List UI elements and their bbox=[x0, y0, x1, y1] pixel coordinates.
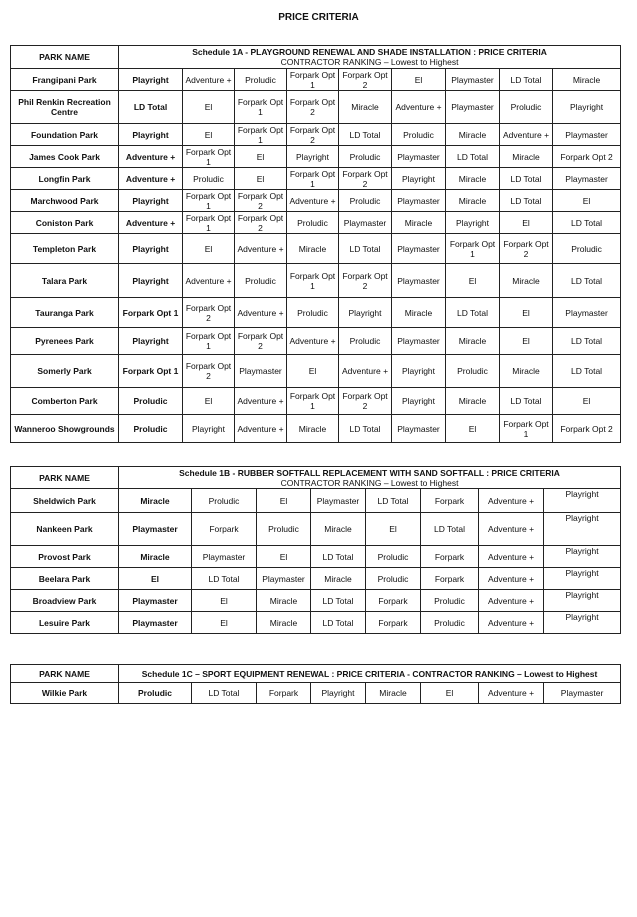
table-row bbox=[11, 355, 621, 388]
rank-cell: Adventure + bbox=[479, 513, 544, 546]
rank-cell: Forpark Opt 2 bbox=[339, 264, 392, 298]
rank-cell: LD Total bbox=[311, 612, 366, 634]
rank-cell: Playright bbox=[392, 355, 446, 388]
rank-cell: Playright bbox=[119, 264, 183, 298]
rank-cell: El bbox=[366, 513, 421, 546]
rank-cell: Proludic bbox=[553, 234, 621, 264]
rank-cell: LD Total bbox=[119, 91, 183, 124]
rank-cell: Forpark Opt 1 bbox=[235, 124, 287, 146]
rank-cell: El bbox=[192, 590, 257, 612]
rank-cell: Playmaster bbox=[119, 590, 192, 612]
schedule-subtitle: CONTRACTOR RANKING – Lowest to Highest bbox=[280, 477, 459, 488]
schedule-heading bbox=[119, 467, 621, 489]
rank-cell: LD Total bbox=[500, 69, 553, 91]
rank-cell: Playright bbox=[544, 568, 621, 590]
table-row bbox=[11, 489, 621, 513]
park-name-cell: Templeton Park bbox=[11, 234, 119, 264]
rank-cell: El bbox=[446, 264, 500, 298]
rank-cell: Miracle bbox=[553, 69, 621, 91]
park-name-cell: Talara Park bbox=[11, 264, 119, 298]
rank-cell: Playmaster bbox=[311, 489, 366, 513]
rank-cell: LD Total bbox=[421, 513, 479, 546]
rank-cell: Forpark Opt 2 bbox=[339, 168, 392, 190]
rank-cell: Forpark bbox=[421, 489, 479, 513]
rank-cell: El bbox=[446, 415, 500, 443]
park-name-cell: Wilkie Park bbox=[11, 683, 119, 704]
table-row bbox=[11, 298, 621, 328]
rank-cell: Playmaster bbox=[553, 124, 621, 146]
table-row bbox=[11, 69, 621, 91]
table-row bbox=[11, 146, 621, 168]
park-name-cell: Pyrenees Park bbox=[11, 328, 119, 355]
rank-cell: Forpark Opt 1 bbox=[235, 91, 287, 124]
park-name-cell: Somerly Park bbox=[11, 355, 119, 388]
schedule-body bbox=[11, 683, 621, 704]
rank-cell: Adventure + bbox=[479, 683, 544, 704]
park-name-cell: Beelara Park bbox=[11, 568, 119, 590]
rank-cell: Playright bbox=[119, 234, 183, 264]
rank-cell: El bbox=[257, 546, 311, 568]
rank-cell: El bbox=[392, 69, 446, 91]
schedule-1b-table bbox=[10, 466, 621, 634]
rank-cell: El bbox=[553, 388, 621, 415]
table-row bbox=[11, 683, 621, 704]
rank-cell: LD Total bbox=[339, 124, 392, 146]
page-title: PRICE CRITERIA bbox=[278, 12, 359, 23]
rank-cell: Forpark Opt 2 bbox=[235, 190, 287, 212]
rank-cell: Proludic bbox=[257, 513, 311, 546]
rank-cell: Proludic bbox=[119, 415, 183, 443]
rank-cell: Forpark bbox=[366, 612, 421, 634]
rank-cell: El bbox=[500, 328, 553, 355]
rank-cell: Forpark Opt 1 bbox=[183, 146, 235, 168]
rank-cell: Forpark Opt 2 bbox=[235, 328, 287, 355]
rank-cell: Miracle bbox=[287, 415, 339, 443]
rank-cell: Forpark Opt 1 bbox=[287, 264, 339, 298]
rank-cell: Forpark Opt 1 bbox=[119, 298, 183, 328]
rank-cell: Miracle bbox=[446, 388, 500, 415]
rank-cell: Adventure + bbox=[119, 146, 183, 168]
rank-cell: Miracle bbox=[311, 568, 366, 590]
rank-cell: Miracle bbox=[339, 91, 392, 124]
park-name-cell: Nankeen Park bbox=[11, 513, 119, 546]
rank-cell: Forpark Opt 1 bbox=[287, 69, 339, 91]
rank-cell: Adventure + bbox=[119, 212, 183, 234]
table-row bbox=[11, 212, 621, 234]
rank-cell: Proludic bbox=[446, 355, 500, 388]
rank-cell: LD Total bbox=[311, 546, 366, 568]
rank-cell: El bbox=[183, 234, 235, 264]
rank-cell: El bbox=[235, 168, 287, 190]
rank-cell: LD Total bbox=[500, 388, 553, 415]
rank-cell: Proludic bbox=[421, 590, 479, 612]
rank-cell: Playright bbox=[392, 168, 446, 190]
table-row bbox=[11, 168, 621, 190]
rank-cell: Proludic bbox=[287, 298, 339, 328]
rank-cell: Playright bbox=[119, 328, 183, 355]
park-name-header: PARK NAME bbox=[11, 665, 119, 683]
table-row bbox=[11, 91, 621, 124]
park-name-cell: Longfin Park bbox=[11, 168, 119, 190]
rank-cell: Playright bbox=[392, 388, 446, 415]
rank-cell: Forpark Opt 2 bbox=[235, 212, 287, 234]
rank-cell: Playmaster bbox=[192, 546, 257, 568]
table-row bbox=[11, 612, 621, 634]
rank-cell: Forpark bbox=[421, 568, 479, 590]
rank-cell: Miracle bbox=[500, 146, 553, 168]
schedule-1c-table bbox=[10, 664, 621, 704]
rank-cell: Playmaster bbox=[392, 234, 446, 264]
rank-cell: Adventure + bbox=[479, 612, 544, 634]
rank-cell: El bbox=[192, 612, 257, 634]
rank-cell: Playmaster bbox=[392, 264, 446, 298]
rank-cell: Forpark Opt 2 bbox=[339, 69, 392, 91]
rank-cell: Miracle bbox=[119, 489, 192, 513]
schedule-body bbox=[11, 69, 621, 443]
table-row bbox=[11, 546, 621, 568]
rank-cell: Forpark Opt 1 bbox=[183, 328, 235, 355]
rank-cell: Playmaster bbox=[119, 612, 192, 634]
rank-cell: Miracle bbox=[500, 355, 553, 388]
rank-cell: Playmaster bbox=[553, 298, 621, 328]
rank-cell: Miracle bbox=[446, 124, 500, 146]
rank-cell: LD Total bbox=[553, 264, 621, 298]
park-name-cell: Coniston Park bbox=[11, 212, 119, 234]
table-row bbox=[11, 415, 621, 443]
rank-cell: Adventure + bbox=[183, 264, 235, 298]
rank-cell: Proludic bbox=[183, 168, 235, 190]
rank-cell: Miracle bbox=[287, 234, 339, 264]
rank-cell: Forpark Opt 2 bbox=[287, 91, 339, 124]
rank-cell: Adventure + bbox=[500, 124, 553, 146]
rank-cell: Adventure + bbox=[235, 234, 287, 264]
rank-cell: Playright bbox=[553, 91, 621, 124]
rank-cell: Adventure + bbox=[235, 298, 287, 328]
rank-cell: Proludic bbox=[392, 124, 446, 146]
rank-cell: Playright bbox=[544, 590, 621, 612]
rank-cell: Playright bbox=[544, 546, 621, 568]
schedule-subtitle: CONTRACTOR RANKING – Lowest to Highest bbox=[280, 57, 459, 67]
rank-cell: Playright bbox=[544, 489, 621, 513]
schedule-1a-table bbox=[10, 45, 621, 443]
rank-cell: Playright bbox=[339, 298, 392, 328]
rank-cell: Forpark bbox=[421, 546, 479, 568]
table-row bbox=[11, 124, 621, 146]
rank-cell: LD Total bbox=[366, 489, 421, 513]
rank-cell: Proludic bbox=[500, 91, 553, 124]
schedule-heading bbox=[119, 665, 621, 683]
rank-cell: El bbox=[421, 683, 479, 704]
park-name-cell: James Cook Park bbox=[11, 146, 119, 168]
rank-cell: LD Total bbox=[339, 415, 392, 443]
park-name-header: PARK NAME bbox=[11, 467, 119, 489]
rank-cell: Proludic bbox=[287, 212, 339, 234]
rank-cell: Miracle bbox=[446, 190, 500, 212]
schedule-title: Schedule 1A - PLAYGROUND RENEWAL AND SHADE INSTALLATION : PRICE CRITERIA bbox=[192, 47, 547, 57]
park-name-cell: Wanneroo Showgrounds bbox=[11, 415, 119, 443]
rank-cell: Forpark Opt 1 bbox=[287, 168, 339, 190]
rank-cell: Playright bbox=[446, 212, 500, 234]
park-name-cell: Lesuire Park bbox=[11, 612, 119, 634]
rank-cell: Playmaster bbox=[392, 415, 446, 443]
rank-cell: Forpark Opt 2 bbox=[553, 415, 621, 443]
table-row bbox=[11, 568, 621, 590]
table-row bbox=[11, 328, 621, 355]
rank-cell: Proludic bbox=[339, 190, 392, 212]
rank-cell: Miracle bbox=[366, 683, 421, 704]
table-row bbox=[11, 388, 621, 415]
table-row bbox=[11, 264, 621, 298]
rank-cell: Miracle bbox=[392, 212, 446, 234]
rank-cell: Proludic bbox=[119, 388, 183, 415]
park-name-cell: Tauranga Park bbox=[11, 298, 119, 328]
rank-cell: Forpark Opt 2 bbox=[339, 388, 392, 415]
rank-cell: Forpark Opt 1 bbox=[500, 415, 553, 443]
rank-cell: LD Total bbox=[339, 234, 392, 264]
rank-cell: Proludic bbox=[192, 489, 257, 513]
rank-cell: El bbox=[257, 489, 311, 513]
rank-cell: Playright bbox=[119, 124, 183, 146]
rank-cell: El bbox=[119, 568, 192, 590]
rank-cell: El bbox=[235, 146, 287, 168]
rank-cell: Playright bbox=[311, 683, 366, 704]
rank-cell: LD Total bbox=[500, 190, 553, 212]
park-name-header: PARK NAME bbox=[11, 46, 119, 69]
rank-cell: Forpark Opt 1 bbox=[446, 234, 500, 264]
rank-cell: Adventure + bbox=[339, 355, 392, 388]
rank-cell: Playmaster bbox=[119, 513, 192, 546]
rank-cell: Playmaster bbox=[392, 190, 446, 212]
rank-cell: Proludic bbox=[235, 264, 287, 298]
rank-cell: Playright bbox=[287, 146, 339, 168]
rank-cell: Playright bbox=[119, 190, 183, 212]
rank-cell: Playright bbox=[183, 415, 235, 443]
rank-cell: Forpark bbox=[192, 513, 257, 546]
rank-cell: Adventure + bbox=[287, 190, 339, 212]
rank-cell: LD Total bbox=[192, 683, 257, 704]
rank-cell: Forpark Opt 1 bbox=[287, 388, 339, 415]
rank-cell: Playmaster bbox=[446, 69, 500, 91]
park-name-cell: Broadview Park bbox=[11, 590, 119, 612]
rank-cell: El bbox=[183, 91, 235, 124]
rank-cell: El bbox=[500, 212, 553, 234]
rank-cell: Adventure + bbox=[392, 91, 446, 124]
rank-cell: Adventure + bbox=[479, 568, 544, 590]
rank-cell: Forpark Opt 2 bbox=[183, 355, 235, 388]
rank-cell: Miracle bbox=[446, 328, 500, 355]
table-row bbox=[11, 190, 621, 212]
rank-cell: Adventure + bbox=[235, 388, 287, 415]
rank-cell: Adventure + bbox=[119, 168, 183, 190]
rank-cell: Playright bbox=[119, 69, 183, 91]
park-name-cell: Foundation Park bbox=[11, 124, 119, 146]
rank-cell: Forpark Opt 2 bbox=[183, 298, 235, 328]
rank-cell: Miracle bbox=[311, 513, 366, 546]
rank-cell: Miracle bbox=[500, 264, 553, 298]
rank-cell: Playmaster bbox=[544, 683, 621, 704]
rank-cell: El bbox=[553, 190, 621, 212]
rank-cell: Forpark Opt 2 bbox=[287, 124, 339, 146]
rank-cell: LD Total bbox=[446, 146, 500, 168]
rank-cell: Forpark Opt 1 bbox=[183, 190, 235, 212]
rank-cell: Proludic bbox=[339, 146, 392, 168]
rank-cell: Miracle bbox=[392, 298, 446, 328]
rank-cell: Adventure + bbox=[183, 69, 235, 91]
rank-cell: Forpark Opt 1 bbox=[119, 355, 183, 388]
rank-cell: Proludic bbox=[339, 328, 392, 355]
park-name-cell: Frangipani Park bbox=[11, 69, 119, 91]
rank-cell: Proludic bbox=[421, 612, 479, 634]
rank-cell: Proludic bbox=[366, 546, 421, 568]
rank-cell: El bbox=[500, 298, 553, 328]
rank-cell: Playmaster bbox=[392, 328, 446, 355]
schedule-heading bbox=[119, 46, 621, 69]
rank-cell: Proludic bbox=[235, 69, 287, 91]
schedule-body bbox=[11, 489, 621, 634]
park-name-cell: Marchwood Park bbox=[11, 190, 119, 212]
rank-cell: Playmaster bbox=[446, 91, 500, 124]
rank-cell: El bbox=[183, 124, 235, 146]
schedule-title: Schedule 1B - RUBBER SOFTFALL REPLACEMENT WITH SAND SOFTFALL : PRICE CRITERIA bbox=[179, 467, 560, 478]
rank-cell: Forpark bbox=[366, 590, 421, 612]
rank-cell: Miracle bbox=[119, 546, 192, 568]
park-name-cell: Provost Park bbox=[11, 546, 119, 568]
rank-cell: LD Total bbox=[192, 568, 257, 590]
park-name-cell: Sheldwich Park bbox=[11, 489, 119, 513]
rank-cell: Playmaster bbox=[339, 212, 392, 234]
rank-cell: Forpark Opt 2 bbox=[500, 234, 553, 264]
rank-cell: LD Total bbox=[553, 355, 621, 388]
table-row bbox=[11, 234, 621, 264]
rank-cell: Adventure + bbox=[479, 546, 544, 568]
rank-cell: Forpark bbox=[257, 683, 311, 704]
rank-cell: Adventure + bbox=[287, 328, 339, 355]
rank-cell: Playmaster bbox=[553, 168, 621, 190]
park-name-cell: Comberton Park bbox=[11, 388, 119, 415]
rank-cell: Playright bbox=[544, 513, 621, 546]
rank-cell: Proludic bbox=[366, 568, 421, 590]
rank-cell: LD Total bbox=[500, 168, 553, 190]
rank-cell: Adventure + bbox=[235, 415, 287, 443]
rank-cell: Miracle bbox=[257, 590, 311, 612]
rank-cell: Miracle bbox=[446, 168, 500, 190]
rank-cell: LD Total bbox=[311, 590, 366, 612]
rank-cell: Playmaster bbox=[392, 146, 446, 168]
rank-cell: LD Total bbox=[553, 328, 621, 355]
rank-cell: Playmaster bbox=[235, 355, 287, 388]
rank-cell: Proludic bbox=[119, 683, 192, 704]
park-name-cell: Phil Renkin Recreation Centre bbox=[11, 91, 119, 124]
rank-cell: Adventure + bbox=[479, 489, 544, 513]
rank-cell: Forpark Opt 1 bbox=[183, 212, 235, 234]
rank-cell: LD Total bbox=[446, 298, 500, 328]
rank-cell: El bbox=[287, 355, 339, 388]
table-row bbox=[11, 590, 621, 612]
rank-cell: Miracle bbox=[257, 612, 311, 634]
table-row bbox=[11, 513, 621, 546]
rank-cell: El bbox=[183, 388, 235, 415]
schedule-title: Schedule 1C – SPORT EQUIPMENT RENEWAL : PRICE CRITERIA - CONTRACTOR RANKING – Lowest to Highest bbox=[141, 668, 598, 679]
rank-cell: Playright bbox=[544, 612, 621, 634]
rank-cell: LD Total bbox=[553, 212, 621, 234]
rank-cell: Adventure + bbox=[479, 590, 544, 612]
rank-cell: Playmaster bbox=[257, 568, 311, 590]
rank-cell: Forpark Opt 2 bbox=[553, 146, 621, 168]
